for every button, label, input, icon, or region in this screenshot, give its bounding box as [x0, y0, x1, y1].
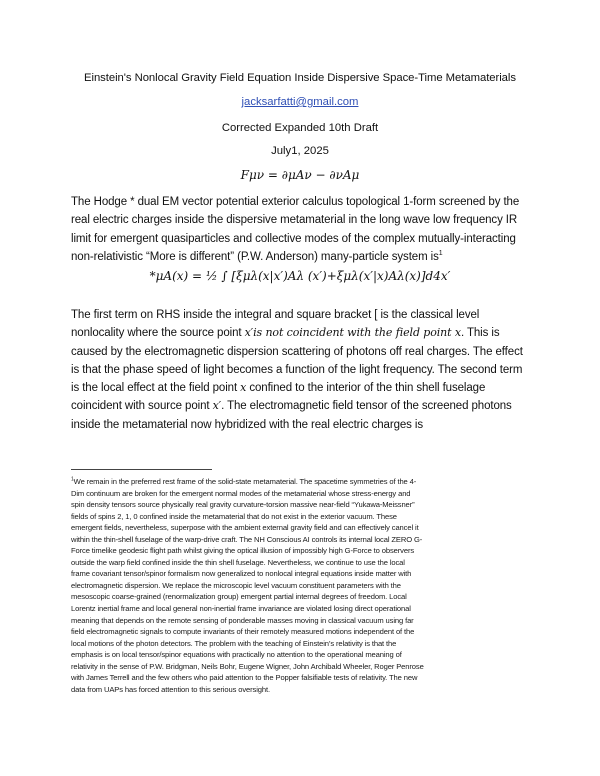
footnote-line: local motions of the photon detectors. The problem with the teaching of Einstein’s relativity is that the: [71, 638, 397, 648]
footnote-line: Lorentz inertial frame and local general non-inertial frame invariance are violated losing direct operational: [71, 604, 411, 614]
footnote-line: frame covariant tensor/spinor formalism now generalized to nonlocal integral equations inside matter with: [71, 569, 412, 579]
footnote-line: $^1$We remain in the preferred rest frame of the solid-state metamaterial. The spacetime symmetries of the 4-: [71, 476, 417, 486]
author-email-link[interactable]: jacksarfatti@gmail.com: [241, 96, 359, 108]
paragraph-2-line: nonlocality where the source point x′is not coincident with the field point x. This is: [71, 326, 500, 340]
footnote-line: relativity in the sense of P.W. Bridgman, Neils Bohr, Eugene Wigner, John Archibald Wheeler, Roger Penrose: [71, 661, 424, 671]
footnote-divider: [71, 469, 212, 470]
footnote-line: meaning that depends on the remote sensing of ponderable masses moving in classical vacuum using far: [71, 615, 414, 625]
footnote-line: Force timelike geodesic flight path whilst giving the optical illusion of impossibly high G-Force to observers: [71, 546, 415, 556]
paragraph-2: [71, 306, 531, 434]
paragraph-2-line: is that the phase speed of light becomes a function of the light frequency. The second term: [71, 363, 523, 376]
paragraph-2-line: The first term on RHS inside the integral and square bracket [ is the classical level: [71, 309, 480, 321]
paragraph-1-line: real electric charges inside the dispersive metamaterial in the long wave low frequency IR: [71, 214, 518, 227]
footnote-line: outside the warp field confined inside the thin shell fuselage. Nevertheless, we continue to use the local: [71, 557, 405, 567]
footnote-line: data from UAPs has forced attention to this serious oversight.: [71, 684, 270, 694]
inline-math: x′: [212, 399, 222, 413]
footnote-line: field electromagnetic signals to compute invariants of their remotely measured motions independent of the: [71, 627, 415, 637]
footnote-marker: 1: [71, 476, 74, 483]
paragraph-2-line: inside the metamaterial now hybridized with the real electric charges is: [71, 418, 424, 431]
footnote-line: electromagnetic dispersion. We replace the microscopic level vacuum constituent parameters with the: [71, 580, 401, 590]
footnote-line: emergent fields, nevertheless, superpose with the ambient external gravity field and can effectively cancel it: [71, 523, 419, 533]
document-date: July1, 2025: [271, 145, 329, 157]
paragraph-2-line: caused by the electromagnetic dispersion scattering of photons off real charges. The effect: [71, 345, 523, 358]
paragraph-1-line: non-relativistic “More is different” (P.W. Anderson) many-particle system is$^1$: [71, 250, 443, 263]
dual-potential-equation: *μA(x) = ½ ∫ [ξμλ(x|x′)Aλ (x′)+ξμλ(x′|x)Aλ(x)]d4x′: [149, 269, 451, 283]
footnote-line: within the thin-shell fuselage of the warp-drive craft. The NH Conscious AI controls its internal local ZERO G-: [71, 534, 423, 544]
draft-label: Corrected Expanded 10th Draft: [221, 122, 379, 134]
document-title: Einstein's Nonlocal Gravity Field Equation Inside Dispersive Space-Time Metamaterials: [84, 72, 516, 84]
footnote-line: spin density tensors source physically real gravity curvature-torsion massive near-field “Yukawa-Meissner”: [71, 500, 415, 510]
footnote-line: with James Terrell and the few others who paid attention to the Popper falsifiable tests of relativity. The new: [71, 673, 418, 683]
footnote-1: [71, 476, 531, 695]
footnote-line: Dim continuum are broken for the emergent normal modes of the metamaterial whose stress-energy and: [71, 488, 411, 498]
paragraph-1-line: limit for emergent quasiparticles and collective modes of the complex mutually-interacting: [71, 232, 516, 245]
paragraph-1: [71, 193, 531, 266]
inline-math: x′is not coincident with the field point x: [244, 326, 461, 340]
footnote-line: mesoscopic coarse-grained (renormalization group) emergent partial internal degrees of freedom. Local: [71, 592, 407, 602]
paragraph-1-line: The Hodge * dual EM vector potential exterior calculus topological 1-form screened by the: [71, 196, 520, 208]
footnote-line: emphasis is on local tensor/spinor equations with practically no attention to the operational meaning of: [71, 650, 402, 660]
field-tensor-equation: Fμν = ∂μAν − ∂νAμ: [240, 168, 360, 182]
footnote-line: fields of spins 2, 1, 0 confined inside the metamaterial that do not exist in the exterior vacuum. These: [71, 511, 397, 521]
footnote-reference[interactable]: 1: [438, 250, 443, 258]
paragraph-2-line: coincident with source point x′. The electromagnetic field tensor of the screened photons: [71, 399, 512, 413]
inline-math: x: [240, 381, 247, 395]
paragraph-2-line: is the local effect at the field point x confined to the interior of the thin shell fuselage: [71, 381, 486, 395]
